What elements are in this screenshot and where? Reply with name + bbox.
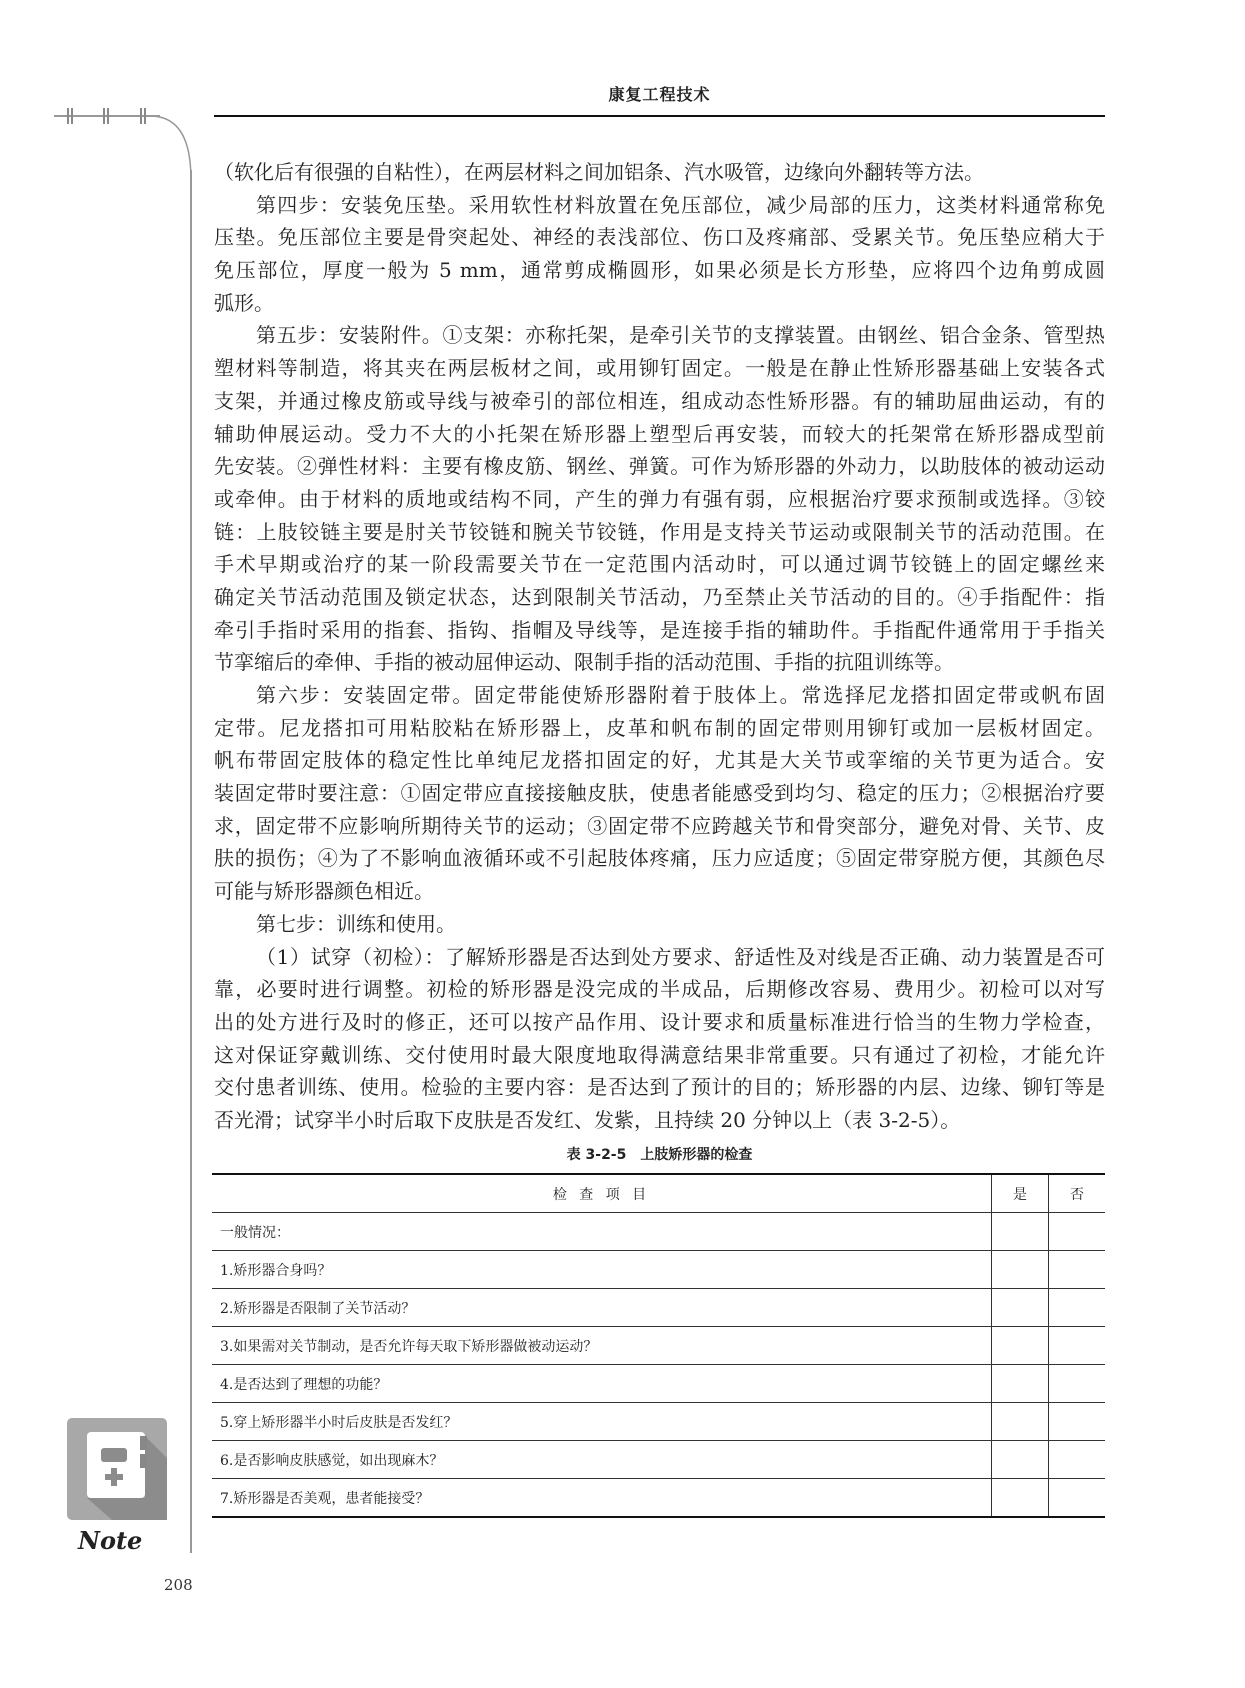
table-row — [212, 1213, 1105, 1251]
table-row — [212, 1479, 1105, 1518]
paragraph-line: 否光滑；试穿半小时后取下皮肤是否发红、发紫，且持续 20 分钟以上（表 3-2-5）。 — [214, 1107, 961, 1132]
paragraph-line: 第四步：安装免压垫。采用软性材料放置在免压部位，减少局部的压力，这类材料通常称免 — [256, 192, 1105, 217]
paragraph-line: 第七步：训练和使用。 — [256, 911, 456, 936]
yes-cell — [992, 1441, 1049, 1479]
note-book-icon — [67, 1418, 167, 1520]
no-cell — [1049, 1289, 1106, 1327]
check-item: 一般情况： — [212, 1213, 992, 1251]
paragraph-line: 或牵伸。由于材料的质地或结构不同，产生的弹力有强有弱，应根据治疗要求预制或选择。③铰 — [214, 486, 1105, 511]
paragraph-line: 弧形。 — [214, 290, 274, 315]
yes-cell — [992, 1213, 1049, 1251]
check-item: 5.穿上矫形器半小时后皮肤是否发红？ — [212, 1403, 992, 1441]
no-cell — [1049, 1213, 1106, 1251]
paragraph-line: （软化后有很强的自粘性），在两层材料之间加铝条、汽水吸管，边缘向外翻转等方法。 — [214, 160, 984, 184]
check-item: 7.矫形器是否美观，患者能接受？ — [212, 1479, 992, 1518]
table-title: 表 3-2-5 上肢矫形器的检查 — [566, 1147, 753, 1163]
header-item: 检 查 项 目 — [212, 1174, 992, 1213]
table-row — [212, 1365, 1105, 1403]
paragraph-line: 支架，并通过橡皮筋或导线与被牵引的部位相连，组成动态性矫形器。有的辅助屈曲运动，有的 — [214, 388, 1105, 413]
table-row — [212, 1327, 1105, 1365]
check-item: 2.矫形器是否限制了关节活动？ — [212, 1289, 992, 1327]
paragraph-line: 交付患者训练、使用。检验的主要内容：是否达到了预计的目的；矫形器的内层、边缘、铆钉等是 — [214, 1075, 1105, 1100]
paragraph-line: 靠，必要时进行调整。初检的矫形器是没完成的半成品，后期修改容易、费用少。初检可以对写 — [214, 977, 1105, 1002]
check-item: 4.是否达到了理想的功能？ — [212, 1365, 992, 1403]
paragraph-line: 求，固定带不应影响所期待关节的运动；③固定带不应跨越关节和骨突部分，避免对骨、关节、皮 — [214, 813, 1105, 838]
yes-cell — [992, 1289, 1049, 1327]
paragraph-line: 这对保证穿戴训练、交付使用时最大限度地取得满意结果非常重要。只有通过了初检，才能允许 — [214, 1042, 1105, 1067]
paragraph-line: 定带。尼龙搭扣可用粘胶粘在矫形器上，皮革和帆布制的固定带则用铆钉或加一层板材固定。 — [214, 715, 1105, 740]
check-item: 6.是否影响皮肤感觉，如出现麻木？ — [212, 1441, 992, 1479]
paragraph-line: 免压部位，厚度一般为 5 mm，通常剪成椭圆形，如果必须是长方形垫，应将四个边角剪成圆 — [214, 258, 1105, 283]
check-item: 3.如果需对关节制动，是否允许每天取下矫形器做被动运动？ — [212, 1327, 992, 1365]
check-item: 1.矫形器合身吗？ — [212, 1251, 992, 1289]
yes-cell — [992, 1327, 1049, 1365]
paragraph-line: 第五步：安装附件。①支架：亦称托架，是牵引关节的支撑装置。由钢丝、铝合金条、管型热 — [256, 323, 1105, 348]
no-cell — [1049, 1403, 1106, 1441]
table-row — [212, 1403, 1105, 1441]
paragraph-line: 压垫。免压部位主要是骨突起处、神经的表浅部位、伤口及疼痛部、受累关节。免压垫应稍大于 — [214, 225, 1105, 250]
yes-cell — [992, 1251, 1049, 1289]
yes-cell — [992, 1479, 1049, 1518]
no-cell — [1049, 1365, 1106, 1403]
paragraph-line: 第六步：安装固定带。固定带能使矫形器附着于肢体上。常选择尼龙搭扣固定带或帆布固 — [256, 683, 1105, 707]
no-cell — [1049, 1441, 1106, 1479]
table-row — [212, 1441, 1105, 1479]
paragraph-line: 装固定带时要注意：①固定带应直接接触皮肤，使患者能感受到均匀、稳定的压力；②根据治疗要 — [214, 781, 1105, 806]
paragraph-line: 牵引手指时采用的指套、指钩、指帽及导线等，是连接手指的辅助件。手指配件通常用于手指关 — [214, 617, 1105, 642]
no-cell — [1049, 1251, 1106, 1289]
page-number: 208 — [164, 1576, 193, 1594]
paragraph-line: （1）试穿（初检）：了解矫形器是否达到处方要求、舒适性及对线是否正确、动力装置是否可 — [256, 944, 1105, 969]
yes-cell — [992, 1403, 1049, 1441]
margin-decoration-icon — [0, 100, 200, 180]
paragraph-line: 可能与矫形器颜色相近。 — [214, 879, 434, 904]
margin-rule — [190, 170, 192, 1553]
header-rule — [214, 115, 1105, 117]
body-text — [214, 156, 1105, 1137]
table-row — [212, 1251, 1105, 1289]
paragraph-line: 肤的损伤；④为了不影响血液循环或不引起肢体疼痛，压力应适度；⑤固定带穿脱方便，其颜色尽 — [214, 846, 1105, 871]
paragraph-line: 塑材料等制造，将其夹在两层板材之间，或用铆钉固定。一般是在静止性矫形器基础上安装各式 — [214, 356, 1105, 381]
no-cell — [1049, 1327, 1106, 1365]
table-header-row — [212, 1174, 1105, 1213]
paragraph-line: 确定关节活动范围及锁定状态，达到限制关节活动，乃至禁止关节活动的目的。④手指配件：指 — [214, 584, 1105, 609]
paragraph-line: 链：上肢铰链主要是肘关节铰链和腕关节铰链，作用是支持关节运动或限制关节的活动范围。在 — [214, 519, 1105, 544]
running-header-title: 康复工程技术 — [608, 85, 711, 104]
table-row — [212, 1289, 1105, 1327]
paragraph-line: 节挛缩后的牵伸、手指的被动屈伸运动、限制手指的活动范围、手指的抗阻训练等。 — [214, 650, 954, 675]
header-yes: 是 — [992, 1174, 1049, 1213]
header-no: 否 — [1049, 1174, 1106, 1213]
paragraph-line: 手术早期或治疗的某一阶段需要关节在一定范围内活动时，可以通过调节铰链上的固定螺丝来 — [214, 552, 1105, 577]
no-cell — [1049, 1479, 1106, 1518]
paragraph-line: 出的处方进行及时的修正，还可以按产品作用、设计要求和质量标准进行恰当的生物力学检查， — [214, 1009, 1105, 1034]
paragraph-line: 帆布带固定肢体的稳定性比单纯尼龙搭扣固定的好，尤其是大关节或挛缩的关节更为适合。安 — [214, 748, 1105, 773]
paragraph-line: 先安装。②弹性材料：主要有橡皮筋、钢丝、弹簧。可作为矫形器的外动力，以助肢体的被动运动 — [214, 454, 1105, 479]
orthosis-check-table — [212, 1173, 1105, 1518]
paragraph-line: 辅助伸展运动。受力不大的小托架在矫形器上塑型后再安装，而较大的托架常在矫形器成型前 — [214, 421, 1105, 446]
yes-cell — [992, 1365, 1049, 1403]
note-label: Note — [78, 1526, 143, 1555]
